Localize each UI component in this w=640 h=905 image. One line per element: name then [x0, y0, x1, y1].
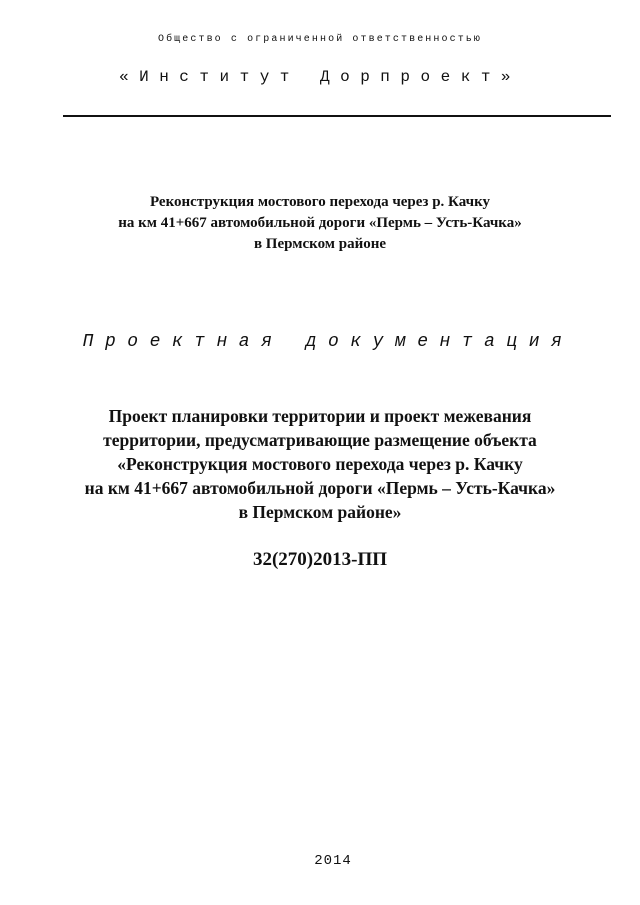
project-title-line: «Реконструкция мостового перехода через р. Качку: [117, 454, 523, 474]
organization-form: Общество с ограниченной ответственностью: [157, 34, 483, 45]
header-divider: [63, 115, 611, 117]
object-title-line: в Пермском районе: [253, 236, 387, 252]
organization-name: «Институт Дорпроект»: [118, 68, 522, 86]
project-title-line: территории, предусматривающие размещение объекта: [103, 430, 537, 450]
object-title-line: на км 41+667 автомобильной дороги «Пермь – Усть-Качка»: [118, 215, 522, 231]
object-title-line: Реконструкция мостового перехода через р. Качку: [149, 194, 491, 210]
year: 2014: [314, 853, 352, 869]
document-type: Проектная документация: [82, 332, 574, 352]
project-title-line: на км 41+667 автомобильной дороги «Пермь – Усть-Качка»: [84, 478, 556, 498]
document-code: 32(270)2013-ПП: [252, 549, 388, 570]
project-title-line: в Пермском районе»: [238, 502, 402, 522]
object-title: [40, 192, 600, 255]
project-title-line: Проект планировки территории и проект межевания: [108, 406, 532, 426]
project-title: [30, 404, 610, 524]
